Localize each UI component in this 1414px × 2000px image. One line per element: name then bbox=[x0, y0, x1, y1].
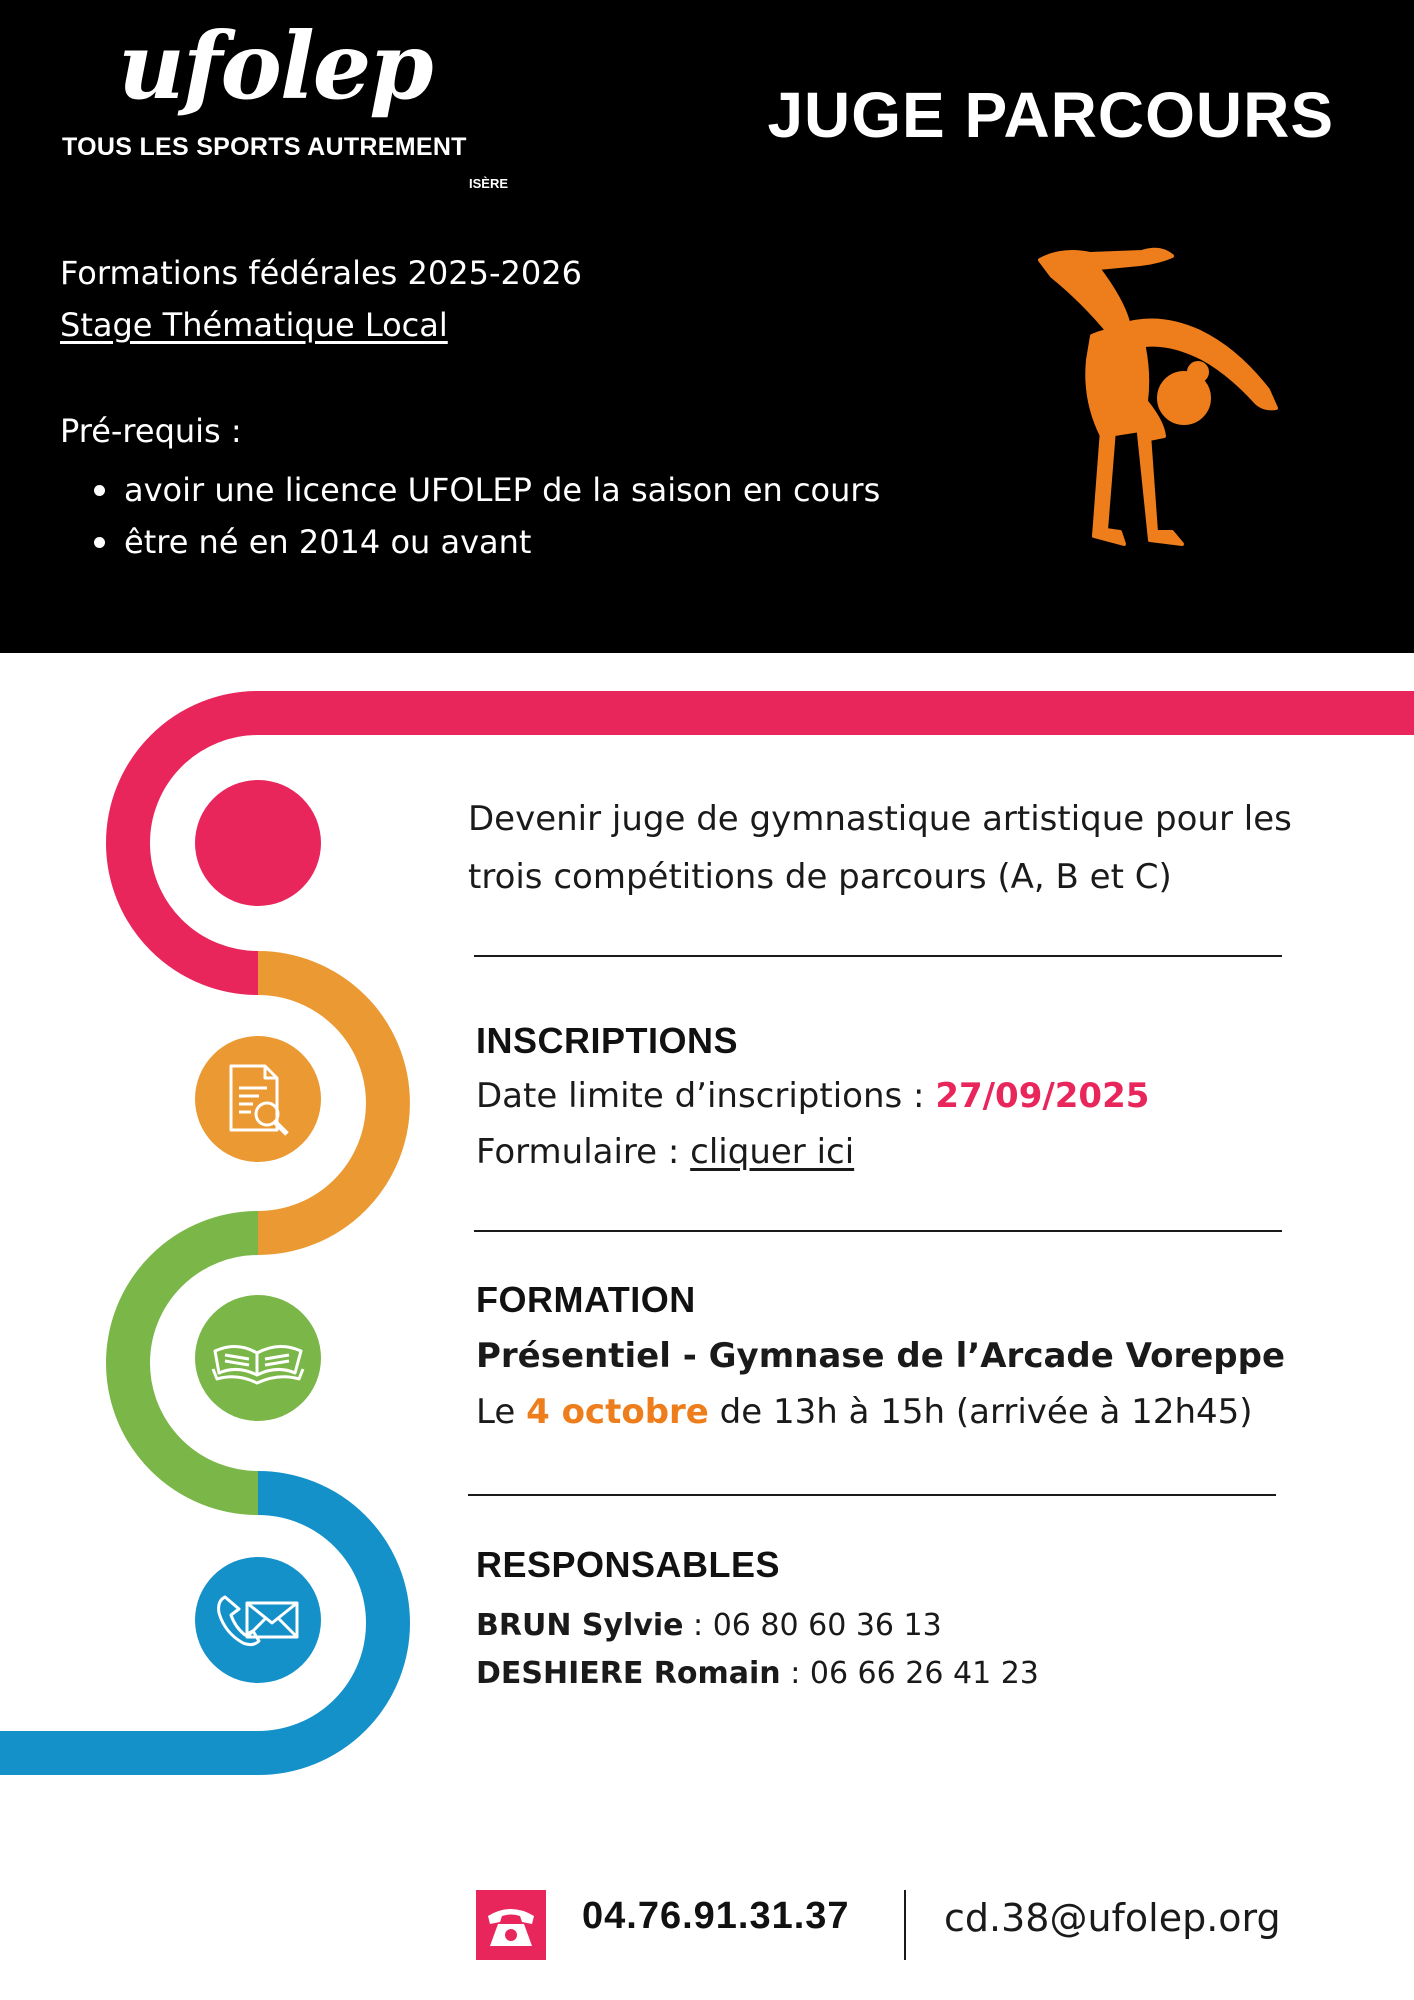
prerequisites-list bbox=[60, 464, 880, 568]
form-link[interactable]: cliquer ici bbox=[690, 1132, 855, 1172]
divider bbox=[468, 1494, 1276, 1496]
telephone-icon bbox=[476, 1890, 546, 1960]
ufolep-logo: ufolep bbox=[118, 12, 432, 120]
form-line bbox=[476, 1132, 854, 1172]
form-label: Formulaire : bbox=[476, 1132, 691, 1172]
deadline-line bbox=[476, 1076, 1149, 1116]
timeline-dot bbox=[195, 780, 321, 906]
intro-text: Devenir juge de gymnastique artistique pour les trois compétitions de parcours (A, B et C) bbox=[468, 799, 1292, 897]
deadline-value: 27/09/2025 bbox=[935, 1076, 1150, 1116]
section-title-inscriptions: INSCRIPTIONS bbox=[476, 1020, 739, 1061]
footer-phone[interactable]: 04.76.91.31.37 bbox=[582, 1895, 850, 1937]
contact-name: DESHIERE Romain bbox=[476, 1656, 781, 1691]
date-value: 4 octobre bbox=[526, 1392, 709, 1432]
deadline-label: Date limite d’inscriptions : bbox=[476, 1076, 936, 1116]
contact-row bbox=[476, 1608, 942, 1643]
prerequisites-label: Pré-requis : bbox=[60, 412, 242, 450]
formation-location: Présentiel - Gymnase de l’Arcade Voreppe bbox=[476, 1336, 1286, 1376]
contact-phone: : 06 80 60 36 13 bbox=[683, 1608, 942, 1643]
contact-name: BRUN Sylvie bbox=[476, 1608, 684, 1643]
section-title-formation: FORMATION bbox=[476, 1279, 696, 1320]
list-item: être né en 2014 ou avant bbox=[60, 516, 880, 568]
phone-mail-icon bbox=[195, 1557, 321, 1683]
page-title: JUGE PARCOURS bbox=[767, 79, 1334, 151]
open-book-icon bbox=[195, 1295, 321, 1421]
section-title-responsables: RESPONSABLES bbox=[476, 1544, 781, 1585]
date-prefix: Le bbox=[476, 1392, 527, 1432]
logo-region: ISÈRE bbox=[469, 176, 509, 191]
gymnast-illustration bbox=[1032, 240, 1292, 560]
date-suffix: de 13h à 15h (arrivée à 12h45) bbox=[708, 1392, 1253, 1432]
divider bbox=[474, 955, 1282, 957]
footer-email[interactable]: cd.38@ufolep.org bbox=[944, 1896, 1281, 1940]
document-search-icon bbox=[195, 1036, 321, 1162]
header-banner bbox=[0, 0, 1414, 653]
contact-row bbox=[476, 1656, 1039, 1691]
footer-separator bbox=[904, 1890, 906, 1960]
formation-date-line bbox=[476, 1392, 1253, 1432]
contact-phone: : 06 66 26 41 23 bbox=[780, 1656, 1039, 1691]
list-item: avoir une licence UFOLEP de la saison en cours bbox=[60, 464, 880, 516]
subtitle: Formations fédérales 2025-2026 bbox=[60, 254, 582, 292]
stage-label: Stage Thématique Local bbox=[60, 306, 448, 344]
divider bbox=[474, 1230, 1282, 1232]
logo-tagline: TOUS LES SPORTS AUTREMENT bbox=[62, 133, 467, 161]
